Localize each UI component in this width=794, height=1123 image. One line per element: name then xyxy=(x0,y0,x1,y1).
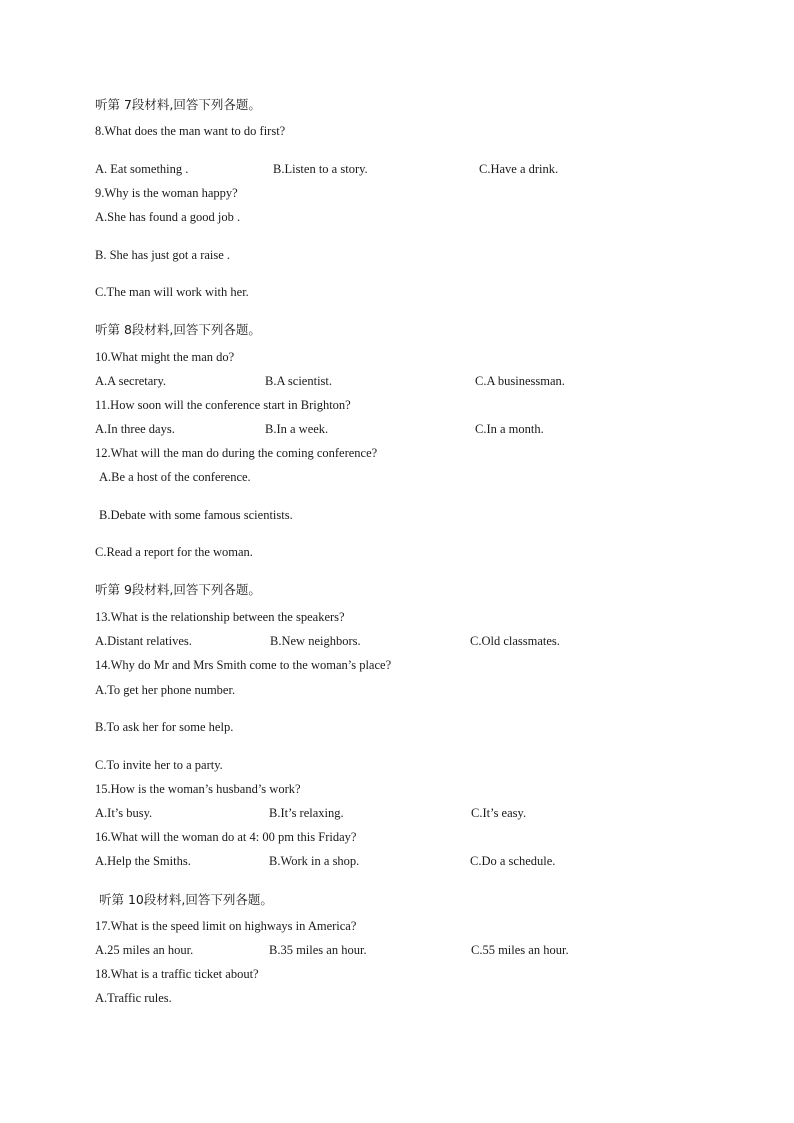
options-10 xyxy=(0,371,794,391)
section-heading-10: 听第 10段材料,回答下列各题。 xyxy=(99,892,273,907)
option-9a: A.She has found a good job . xyxy=(95,210,241,224)
option-c: C.Do a schedule. xyxy=(470,854,556,868)
section-heading-8: 听第 8段材料,回答下列各题。 xyxy=(95,322,261,337)
options-16 xyxy=(0,851,794,871)
option-a: A.It’s busy. xyxy=(95,806,153,820)
question-16: 16.What will the woman do at 4: 00 pm this Friday? xyxy=(95,830,357,844)
option-14c: C.To invite her to a party. xyxy=(95,758,223,772)
option-c: C.In a month. xyxy=(475,422,544,436)
question-14: 14.Why do Mr and Mrs Smith come to the woman’s place? xyxy=(95,658,392,672)
option-a: A. Eat something . xyxy=(95,162,189,176)
options-15 xyxy=(0,803,794,823)
question-15: 15.How is the woman’s husband’s work? xyxy=(95,782,301,796)
option-c: C.It’s easy. xyxy=(471,806,527,820)
option-a: A.A secretary. xyxy=(95,374,167,388)
question-9: 9.Why is the woman happy? xyxy=(95,186,238,200)
option-9c: C.The man will work with her. xyxy=(95,285,249,299)
option-12a: A.Be a host of the conference. xyxy=(99,470,251,484)
question-8: 8.What does the man want to do first? xyxy=(95,124,286,138)
option-c: C.Have a drink. xyxy=(479,162,559,176)
option-b: B.New neighbors. xyxy=(270,634,361,648)
option-c: C.Old classmates. xyxy=(470,634,560,648)
option-14a: A.To get her phone number. xyxy=(95,683,236,697)
option-a: A.Distant relatives. xyxy=(95,634,192,648)
question-12: 12.What will the man do during the coming conference? xyxy=(95,446,378,460)
options-17 xyxy=(0,940,794,960)
option-14b: B.To ask her for some help. xyxy=(95,720,234,734)
option-b: B.It’s relaxing. xyxy=(269,806,344,820)
option-a: A.In three days. xyxy=(95,422,175,436)
question-17: 17.What is the speed limit on highways in America? xyxy=(95,919,357,933)
question-13: 13.What is the relationship between the speakers? xyxy=(95,610,345,624)
option-c: C.55 miles an hour. xyxy=(471,943,569,957)
option-a: A.Help the Smiths. xyxy=(95,854,191,868)
section-heading-9: 听第 9段材料,回答下列各题。 xyxy=(95,582,261,597)
options-13 xyxy=(0,631,794,651)
option-9b: B. She has just got a raise . xyxy=(95,248,231,262)
option-b: B.In a week. xyxy=(265,422,329,436)
question-18: 18.What is a traffic ticket about? xyxy=(95,967,259,981)
options-11 xyxy=(0,419,794,439)
option-c: C.A businessman. xyxy=(475,374,565,388)
question-10: 10.What might the man do? xyxy=(95,350,235,364)
option-b: B.35 miles an hour. xyxy=(269,943,367,957)
option-12b: B.Debate with some famous scientists. xyxy=(99,508,293,522)
option-18a: A.Traffic rules. xyxy=(95,991,172,1005)
option-a: A.25 miles an hour. xyxy=(95,943,194,957)
option-12c: C.Read a report for the woman. xyxy=(95,545,253,559)
options-8 xyxy=(0,159,794,179)
option-b: B.Listen to a story. xyxy=(273,162,368,176)
option-b: B.A scientist. xyxy=(265,374,333,388)
question-11: 11.How soon will the conference start in Brighton? xyxy=(95,398,351,412)
option-b: B.Work in a shop. xyxy=(269,854,360,868)
section-heading-7: 听第 7段材料,回答下列各题。 xyxy=(95,97,261,112)
